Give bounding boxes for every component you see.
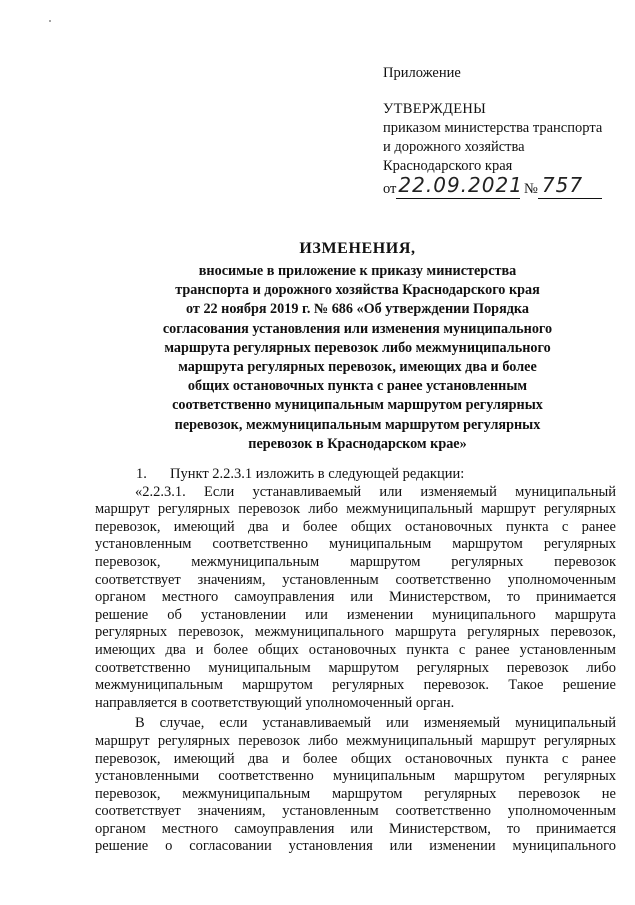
paragraph-line: перевозок, имеющий два и более общих остановочных пункта с ранее xyxy=(95,518,616,535)
paragraph-line: перевозок, имеющий два и более общих остановочных пункта с ранее xyxy=(95,750,616,767)
title-block xyxy=(95,238,620,454)
paragraph-line: перевозок, межмуниципальным маршрутом регулярных перевозок не xyxy=(95,785,616,802)
number-field xyxy=(538,173,602,199)
subtitle-line: согласования установления или изменения муниципального xyxy=(162,320,553,337)
paragraph-line: имеющих два и более общих остановочных пункта с ранее установленным xyxy=(95,641,616,658)
approval-line-2: и дорожного хозяйства xyxy=(383,139,525,155)
paragraph-line: установленным соответственно муниципальным маршрутом регулярных xyxy=(95,536,616,553)
paragraph-line: органом местного самоуправления или Министерством, то принимается xyxy=(95,589,616,606)
paragraph-line: установленными соответственно муниципальным маршрутом регулярных xyxy=(95,768,616,785)
item-1-number: 1. xyxy=(136,466,147,482)
subtitle-line: перевозок в Краснодарском крае» xyxy=(248,435,467,452)
appendix-label: Приложение xyxy=(383,65,461,81)
item-1 xyxy=(95,466,616,484)
paragraph-line: маршрут регулярных перевозок либо межмуниципальный маршрут регулярных xyxy=(95,501,616,518)
paragraph-line: регулярных перевозок, межмуниципального маршрута регулярных перевозок, xyxy=(95,624,616,641)
subtitle-line: общих остановочных пункта с ранее установленным xyxy=(187,378,528,395)
approval-block xyxy=(383,64,618,198)
subtitle-line: перевозок, межмуниципальным маршрутом регулярных xyxy=(174,416,541,433)
approval-line-1: приказом министерства транспорта xyxy=(383,120,603,136)
subtitle-line: транспорта и дорожного хозяйства Краснодарского края xyxy=(175,282,540,299)
subtitle-line: маршрута регулярных перевозок либо межмуниципального xyxy=(164,339,551,356)
paragraph-line: «2.2.3.1. Если устанавливаемый или изменяемый муниципальный xyxy=(135,483,616,500)
paragraph-line: решение об установлении или изменении муниципального маршрута xyxy=(95,606,616,623)
subtitle-line: от 22 ноября 2019 г. № 686 «Об утверждении Порядка xyxy=(186,301,529,318)
subtitle-line: вносимые в приложение к приказу министерства xyxy=(198,263,517,279)
paragraph-line: маршрут регулярных перевозок либо межмуниципальный маршрут регулярных xyxy=(95,732,616,749)
number-prefix: № xyxy=(524,181,538,197)
item-1-text: Пункт 2.2.3.1 изложить в следующей редакции: xyxy=(170,466,465,482)
date-prefix: от xyxy=(383,181,397,197)
handwritten-number: 757 xyxy=(541,173,584,197)
paragraph-line: соответствует значениям, установленным соответственно уполномоченным xyxy=(95,803,616,820)
scan-speck xyxy=(49,20,51,22)
body-text xyxy=(95,466,616,856)
paragraph-line: В случае, если устанавливаемый или изменяемый муниципальный xyxy=(135,715,616,732)
document-title: ИЗМЕНЕНИЯ, xyxy=(299,240,416,257)
approval-line-3: Краснодарского края xyxy=(383,158,513,174)
paragraph-1 xyxy=(95,484,616,713)
paragraph-line: решение о согласовании установления или изменении муниципального xyxy=(95,838,616,855)
approved-label: УТВЕРЖДЕНЫ xyxy=(383,101,487,117)
subtitle-line: маршрута регулярных перевозок, имеющих два и более xyxy=(178,359,537,376)
date-number-row xyxy=(383,173,618,198)
paragraph-line: направляется в соответствующий уполномоченный орган. xyxy=(95,694,455,711)
date-field xyxy=(396,173,523,199)
paragraph-line: межмуниципальным маршрутом регулярных перевозок. Такое решение xyxy=(95,677,616,694)
handwritten-date: 22.09.2021 xyxy=(398,173,523,197)
paragraph-2 xyxy=(95,715,616,856)
paragraph-line: органом местного самоуправления или Министерством, то принимается xyxy=(95,820,616,837)
paragraph-line: соответственно муниципальным маршрутом регулярных перевозок либо xyxy=(95,659,616,676)
subtitle-line: соответственно муниципальным маршрутом регулярных xyxy=(172,397,543,414)
paragraph-line: соответствует значениям, установленным соответственно уполномоченным xyxy=(95,571,616,588)
paragraph-line: перевозок, межмуниципальным маршрутом регулярных перевозок xyxy=(95,553,616,570)
